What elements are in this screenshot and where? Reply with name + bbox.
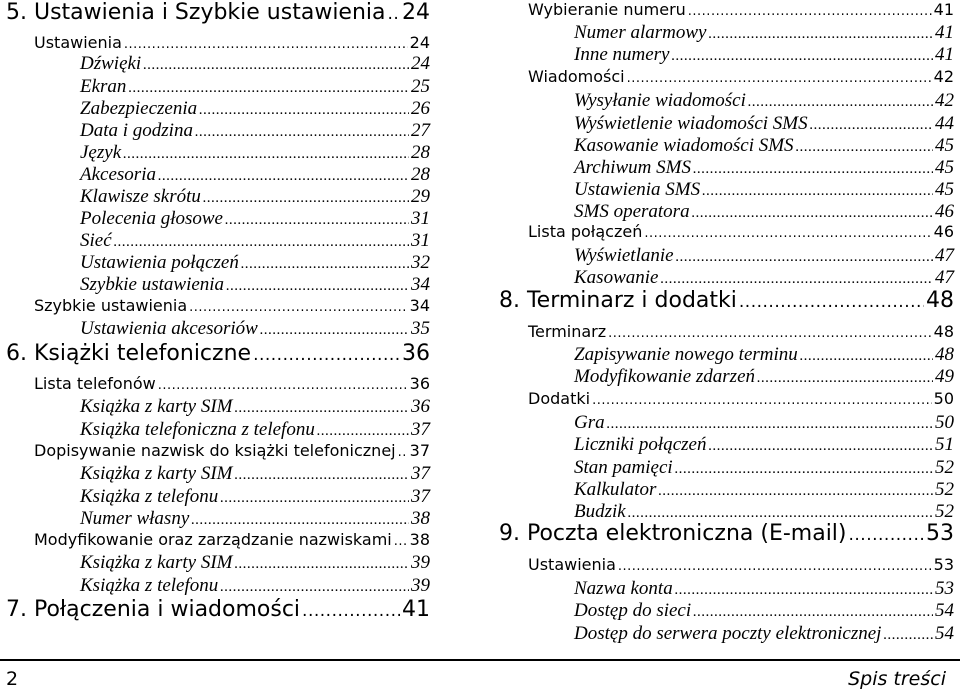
toc-leader-dots: [688, 4, 932, 19]
toc-entry[interactable]: [574, 412, 954, 434]
toc-entry-page: 47: [935, 267, 954, 288]
toc-entry-title: Modyfikowanie oraz zarządzanie nazwiskami: [34, 530, 392, 549]
toc-entry-page: 35: [411, 318, 430, 339]
toc-entry-page: 54: [935, 623, 954, 644]
toc-entry-page: 48: [926, 288, 954, 313]
toc-entry[interactable]: [80, 76, 430, 98]
toc-entry-page: 48: [933, 322, 954, 341]
toc-entry[interactable]: [80, 419, 430, 441]
toc-leader-dots: [235, 400, 409, 417]
toc-entry[interactable]: [34, 530, 430, 549]
toc-entry[interactable]: [80, 142, 430, 164]
toc-entry-page: 31: [411, 208, 430, 229]
toc-entry[interactable]: [6, 341, 430, 366]
toc-entry[interactable]: [499, 521, 954, 546]
toc-entry[interactable]: [574, 245, 954, 267]
toc-entry-page: 41: [933, 0, 954, 19]
toc-entry-title: Zapisywanie nowego terminu: [574, 344, 798, 365]
toc-entry-title: 7. Połączenia i wiadomości: [6, 597, 301, 622]
toc-entry[interactable]: [80, 230, 430, 252]
toc-entry-title: Archiwum SMS: [574, 157, 691, 178]
toc-entry-title: Książka z telefonu: [80, 486, 219, 507]
page-number: 2: [6, 668, 19, 690]
toc-leader-dots: [675, 461, 933, 478]
toc-entry-page: 28: [411, 142, 430, 163]
toc-leader-dots: [676, 249, 933, 266]
toc-entry-page: 44: [935, 113, 954, 134]
toc-entry[interactable]: [80, 120, 430, 142]
toc-entry-title: Dostęp do serwera poczty elektronicznej: [574, 623, 882, 644]
toc-entry-page: 47: [935, 245, 954, 266]
toc-leader-dots: [708, 438, 933, 455]
toc-entry-title: Terminarz: [528, 322, 607, 341]
toc-entry-page: 25: [411, 76, 430, 97]
toc-entry-title: Ustawienia SMS: [574, 179, 701, 200]
toc-entry[interactable]: [574, 22, 954, 44]
toc-entry-title: Szybkie ustawienia: [34, 296, 188, 315]
toc-leader-dots: [191, 512, 409, 529]
toc-entry-page: 50: [933, 389, 954, 408]
toc-entry-page: 50: [935, 412, 954, 433]
toc-entry-page: 36: [402, 341, 430, 366]
toc-leader-dots: [317, 423, 409, 440]
toc-leader-dots: [627, 71, 932, 86]
toc-entry-title: Dźwięki: [80, 53, 142, 74]
toc-entry[interactable]: [574, 267, 954, 289]
toc-leader-dots: [810, 117, 933, 134]
toc-entry-page: 48: [935, 344, 954, 365]
toc-leader-dots: [226, 278, 409, 295]
toc-entry-title: Modyfikowanie zdarzeń: [574, 366, 756, 387]
toc-entry-title: Wybieranie numeru: [528, 0, 686, 19]
toc-leader-dots: [660, 271, 933, 288]
toc-entry-title: Polecenia głosowe: [80, 208, 223, 229]
toc-entry-title: Książka z karty SIM: [80, 396, 233, 417]
toc-entry-title: Inne numery: [574, 44, 670, 65]
toc-entry[interactable]: [34, 33, 430, 52]
toc-entry-page: 24: [402, 0, 430, 25]
toc-entry[interactable]: [80, 186, 430, 208]
toc-leader-dots: [748, 94, 933, 111]
toc-entry-page: 27: [411, 120, 430, 141]
toc-entry-page: 53: [926, 521, 954, 546]
toc-entry-page: 46: [933, 222, 954, 241]
toc-entry-title: Wyświetlenie wiadomości SMS: [574, 113, 808, 134]
toc-entry[interactable]: [80, 552, 430, 574]
toc-leader-dots: [114, 234, 409, 251]
toc-entry-page: 52: [935, 457, 954, 478]
toc-entry-title: Numer alarmowy: [574, 22, 707, 43]
toc-entry[interactable]: [34, 296, 430, 315]
toc-leader-dots: [158, 168, 409, 185]
toc-entry[interactable]: [80, 318, 430, 340]
toc-entry[interactable]: [80, 98, 430, 120]
toc-entry-page: 28: [411, 164, 430, 185]
toc-entry-title: SMS operatora: [574, 201, 690, 222]
toc-entry-title: Szybkie ustawienia: [80, 274, 225, 295]
toc-leader-dots: [241, 256, 409, 273]
toc-entry[interactable]: [80, 508, 430, 530]
toc-entry-page: 42: [933, 67, 954, 86]
toc-leader-dots: [260, 322, 409, 339]
toc-leader-dots: [644, 226, 931, 241]
toc-entry[interactable]: [34, 374, 430, 393]
toc-leader-dots: [849, 525, 925, 545]
toc-leader-dots: [608, 326, 931, 341]
toc-leader-dots: [757, 370, 933, 387]
toc-leader-dots: [702, 183, 933, 200]
toc-leader-dots: [675, 582, 933, 599]
toc-leader-dots: [195, 124, 409, 141]
toc-entry-title: Budzik: [574, 501, 626, 522]
toc-entry-page: 37: [411, 486, 430, 507]
toc-entry-page: 29: [411, 186, 430, 207]
toc-entry-title: Język: [80, 142, 122, 163]
toc-entry[interactable]: [80, 208, 430, 230]
toc-leader-dots: [124, 37, 408, 52]
toc-leader-dots: [883, 627, 933, 644]
toc-entry-page: 51: [935, 434, 954, 455]
toc-entry-page: 53: [935, 578, 954, 599]
toc-entry[interactable]: [574, 479, 954, 501]
toc-entry[interactable]: [574, 366, 954, 388]
toc-leader-dots: [189, 300, 408, 315]
toc-leader-dots: [607, 416, 933, 433]
toc-entry-title: Dopisywanie nazwisk do książki telefonicznej: [34, 441, 396, 460]
toc-entry-title: Lista telefonów: [34, 374, 156, 393]
toc-leader-dots: [394, 534, 408, 549]
toc-entry[interactable]: [528, 0, 954, 19]
toc-leader-dots: [628, 505, 933, 522]
toc-entry-title: Zabezpieczenia: [80, 98, 198, 119]
toc-entry-page: 31: [411, 230, 430, 251]
toc-entry[interactable]: [574, 179, 954, 201]
toc-entry[interactable]: [528, 222, 954, 241]
toc-entry[interactable]: [80, 486, 430, 508]
toc-entry[interactable]: [80, 164, 430, 186]
toc-entry[interactable]: [80, 463, 430, 485]
toc-entry-page: 37: [411, 419, 430, 440]
toc-leader-dots: [235, 556, 409, 573]
toc-entry-page: 37: [411, 463, 430, 484]
toc-leader-dots: [592, 393, 932, 408]
toc-leader-dots: [253, 345, 400, 365]
toc-entry-title: Gra: [574, 412, 605, 433]
toc-leader-dots: [123, 146, 409, 163]
toc-entry-title: 9. Poczta elektroniczna (E-mail): [499, 521, 847, 546]
toc-leader-dots: [158, 378, 408, 393]
toc-leader-dots: [796, 139, 933, 156]
toc-leader-dots: [203, 190, 409, 207]
toc-leader-dots: [708, 26, 933, 43]
toc-entry-title: Sieć: [80, 230, 112, 251]
toc-entry-page: 37: [409, 441, 430, 460]
toc-entry[interactable]: [574, 457, 954, 479]
toc-entry-page: 39: [411, 552, 430, 573]
toc-entry[interactable]: [574, 600, 954, 622]
toc-entry[interactable]: [528, 555, 954, 574]
footer-divider: [0, 659, 960, 661]
toc-entry-title: 5. Ustawienia i Szybkie ustawienia: [6, 0, 386, 25]
toc-entry-page: 32: [411, 252, 430, 273]
toc-entry-title: Kasowanie wiadomości SMS: [574, 135, 794, 156]
toc-entry-title: Lista połączeń: [528, 222, 643, 241]
toc-entry[interactable]: [80, 575, 430, 597]
toc-leader-dots: [739, 292, 924, 312]
toc-leader-dots: [398, 445, 408, 460]
toc-entry-page: 38: [411, 508, 430, 529]
toc-entry[interactable]: [6, 597, 430, 622]
toc-entry[interactable]: [574, 157, 954, 179]
toc-leader-dots: [225, 212, 409, 229]
toc-entry[interactable]: [574, 623, 954, 645]
toc-entry[interactable]: [574, 501, 954, 523]
toc-entry[interactable]: [528, 322, 954, 341]
section-name: Spis treści: [848, 668, 946, 690]
toc-entry-page: 26: [411, 98, 430, 119]
toc-leader-dots: [693, 604, 933, 621]
toc-entry-title: Dodatki: [528, 389, 591, 408]
toc-leader-dots: [800, 348, 933, 365]
toc-entry-title: Liczniki połączeń: [574, 434, 707, 455]
toc-leader-dots: [618, 559, 932, 574]
toc-entry-title: Książka z karty SIM: [80, 552, 233, 573]
toc-entry-page: 41: [935, 44, 954, 65]
toc-leader-dots: [235, 467, 409, 484]
toc-entry-page: 42: [935, 90, 954, 111]
toc-entry-page: 36: [409, 374, 430, 393]
toc-entry-title: Wysyłanie wiadomości: [574, 90, 746, 111]
toc-leader-dots: [692, 205, 933, 222]
toc-entry-title: Ustawienia: [528, 555, 616, 574]
toc-entry-title: 8. Terminarz i dodatki: [499, 288, 737, 313]
toc-entry-title: Stan pamięci: [574, 457, 673, 478]
toc-entry[interactable]: [80, 396, 430, 418]
toc-entry[interactable]: [80, 274, 430, 296]
toc-entry-title: Kasowanie: [574, 267, 659, 288]
toc-leader-dots: [220, 490, 409, 507]
toc-entry-title: Ustawienia akcesoriów: [80, 318, 258, 339]
toc-entry-page: 54: [935, 600, 954, 621]
toc-entry[interactable]: [6, 0, 430, 25]
toc-leader-dots: [128, 80, 409, 97]
toc-entry-page: 24: [411, 53, 430, 74]
toc-leader-dots: [658, 483, 933, 500]
toc-entry-title: Ustawienia: [34, 33, 122, 52]
toc-entry[interactable]: [574, 113, 954, 135]
toc-entry-title: Książka z karty SIM: [80, 463, 233, 484]
toc-entry[interactable]: [80, 53, 430, 75]
toc-entry[interactable]: [574, 90, 954, 112]
toc-entry-page: 45: [935, 157, 954, 178]
toc-entry-page: 45: [935, 179, 954, 200]
toc-entry-page: 24: [409, 33, 430, 52]
toc-leader-dots: [388, 4, 401, 24]
toc-entry[interactable]: [499, 288, 954, 313]
toc-leader-dots: [220, 579, 409, 596]
toc-leader-dots: [302, 601, 400, 621]
toc-entry-title: Nazwa konta: [574, 578, 673, 599]
toc-entry[interactable]: [574, 135, 954, 157]
toc-leader-dots: [199, 102, 409, 119]
toc-entry-page: 49: [935, 366, 954, 387]
toc-entry[interactable]: [528, 389, 954, 408]
toc-entry-page: 41: [402, 597, 430, 622]
toc-entry[interactable]: [574, 578, 954, 600]
toc-entry-title: Książka z telefonu: [80, 575, 219, 596]
toc-entry-title: Wyświetlanie: [574, 245, 674, 266]
toc-entry-page: 38: [409, 530, 430, 549]
toc-entry-page: 46: [935, 201, 954, 222]
toc-entry[interactable]: [574, 44, 954, 66]
toc-entry-page: 53: [933, 555, 954, 574]
toc-entry-title: Kalkulator: [574, 479, 657, 500]
toc-entry-title: Numer własny: [80, 508, 190, 529]
toc-entry-page: 41: [935, 22, 954, 43]
toc-entry[interactable]: [528, 67, 954, 86]
toc-entry-title: Klawisze skrótu: [80, 186, 201, 207]
toc-leader-dots: [143, 57, 409, 74]
toc-entry-page: 52: [935, 501, 954, 522]
toc-entry-title: Ekran: [80, 76, 127, 97]
toc-entry-title: Ustawienia połączeń: [80, 252, 239, 273]
toc-entry-page: 34: [409, 296, 430, 315]
toc-leader-dots: [693, 161, 933, 178]
toc-entry[interactable]: [574, 434, 954, 456]
toc-entry-title: Wiadomości: [528, 67, 625, 86]
toc-entry[interactable]: [34, 441, 430, 460]
toc-entry[interactable]: [574, 201, 954, 223]
toc-entry-page: 52: [935, 479, 954, 500]
toc-entry-title: Dostęp do sieci: [574, 600, 692, 621]
toc-entry-page: 36: [411, 396, 430, 417]
toc-entry-title: Książka telefoniczna z telefonu: [80, 419, 315, 440]
toc-leader-dots: [672, 48, 934, 65]
toc-entry-page: 45: [935, 135, 954, 156]
toc-entry[interactable]: [80, 252, 430, 274]
toc-entry-title: Akcesoria: [80, 164, 156, 185]
toc-entry-title: Data i godzina: [80, 120, 193, 141]
toc-entry-page: 34: [411, 274, 430, 295]
toc-entry-page: 39: [411, 575, 430, 596]
toc-entry-title: 6. Książki telefoniczne: [6, 341, 252, 366]
toc-entry[interactable]: [574, 344, 954, 366]
